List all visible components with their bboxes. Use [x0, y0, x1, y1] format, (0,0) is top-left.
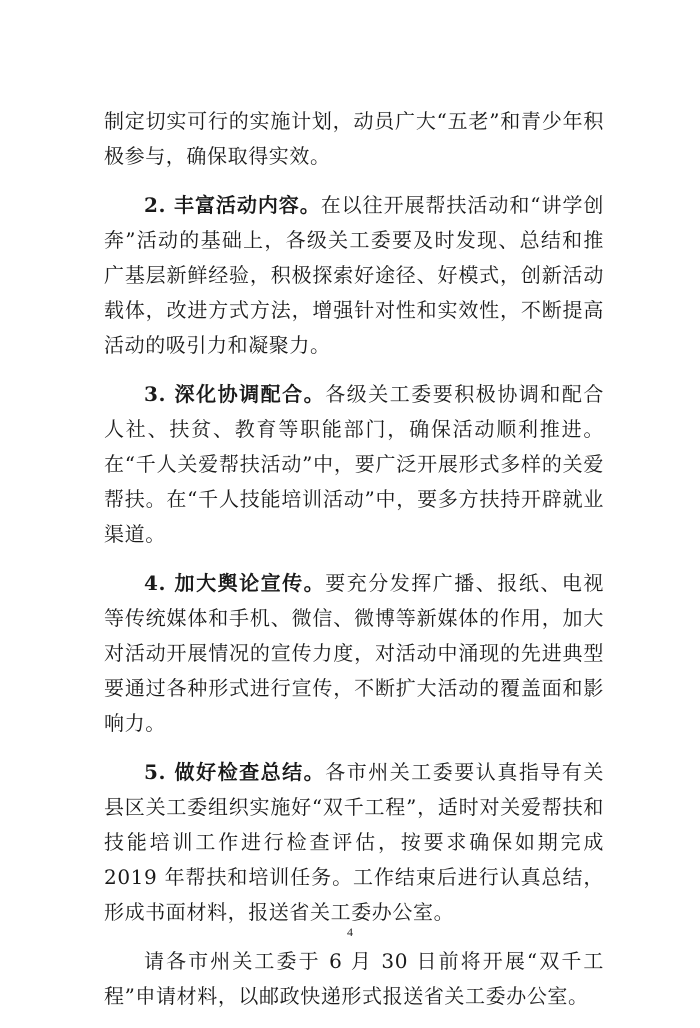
document-body	[104, 104, 604, 1028]
paragraph-enrich-content	[104, 188, 604, 363]
paragraph-heading: 4. 加大舆论宣传。	[144, 571, 326, 595]
paragraph-continuation	[104, 104, 604, 174]
paragraph-text: 请各市州关工委于 6 月 30 日前将开展“双千工程”申请材料，以邮政快递形式报送省关工委办公室。	[104, 949, 604, 1008]
paragraph-text: 制定切实可行的实施计划，动员广大“五老”和青少年积极参与，确保取得实效。	[104, 109, 604, 168]
paragraph-heading: 5. 做好检查总结。	[144, 760, 326, 784]
paragraph-text: 要充分发挥广播、报纸、电视等传统媒体和手机、微信、微博等新媒体的作用，加大对活动开展情况的宣传力度，对活动中涌现的先进典型要通过各种形式进行宣传，不断扩大活动的覆盖面和影响力。	[104, 571, 604, 735]
paragraph-submission-notice	[104, 944, 604, 1014]
paragraph-publicity	[104, 566, 604, 741]
paragraph-text: 各市州关工委要认真指导有关县区关工委组织实施好“双千工程”，适时对关爱帮扶和技能培训工作进行检查评估，按要求确保如期完成 2019 年帮扶和培训任务。工作结束后进行认真总结，形成书面材料，报送省关工委办公室。	[104, 760, 604, 924]
paragraph-text: 在以往开展帮扶活动和“讲学创奔”活动的基础上，各级关工委要及时发现、总结和推广基层新鲜经验，积极探索好途径、好模式，创新活动载体，改进方式方法，增强针对性和实效性，不断提高活动的吸引力和凝聚力。	[104, 193, 605, 357]
paragraph-coordination	[104, 377, 604, 552]
paragraph-heading: 3. 深化协调配合。	[144, 382, 326, 406]
paragraph-inspection	[104, 755, 604, 930]
paragraph-text: 各级关工委要积极协调和配合人社、扶贫、教育等职能部门，确保活动顺利推进。在“千人关爱帮扶活动”中，要广泛开展形式多样的关爱帮扶。在“千人技能培训活动”中，要多方扶持开辟就业渠道。	[104, 382, 604, 546]
paragraph-heading: 2. 丰富活动内容。	[144, 193, 321, 217]
page-number: 4	[347, 925, 353, 939]
